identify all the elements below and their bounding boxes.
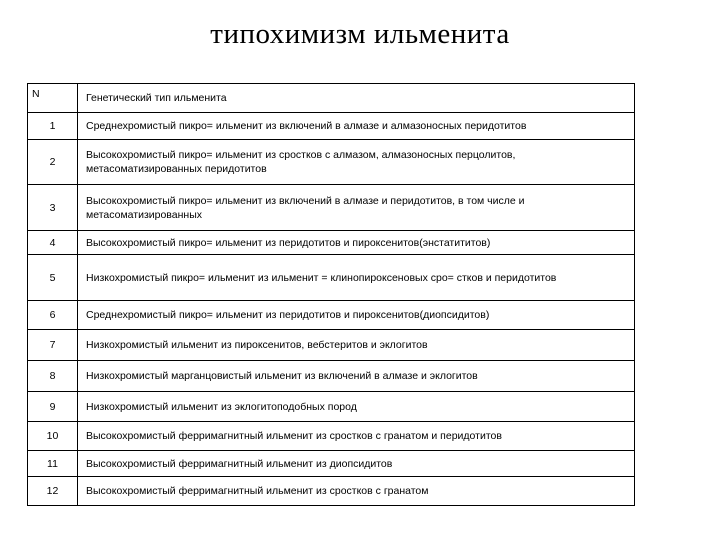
table-row (28, 361, 635, 392)
table-header-row (28, 84, 635, 113)
table-row (28, 255, 635, 301)
row-num: 2 (28, 140, 78, 185)
row-num: 7 (28, 330, 78, 361)
row-num: 4 (28, 231, 78, 255)
header-type: Генетический тип ильменита (78, 84, 635, 113)
ilmenite-types-table (27, 83, 635, 506)
row-num: 6 (28, 301, 78, 330)
table-row (28, 113, 635, 140)
row-text: Высокохромистый пикро= ильменит из перидотитов и пироксенитов(энстатититов) (78, 231, 635, 255)
row-text: Высокохромистый ферримагнитный ильменит из сростков с гранатом и перидотитов (78, 422, 635, 451)
table-row (28, 185, 635, 231)
row-text: Среднехромистый пикро= ильменит из включений в алмазе и алмазоносных перидотитов (78, 113, 635, 140)
row-num: 9 (28, 392, 78, 422)
row-text: Низкохромистый ильменит из пироксенитов, вебстеритов и эклогитов (78, 330, 635, 361)
row-text: Низкохромистый пикро= ильменит из ильменит = клинопироксеновых сро= стков и перидотитов (78, 255, 635, 301)
table-row (28, 231, 635, 255)
row-text: Высокохромистый ферримагнитный ильменит из диопсидитов (78, 451, 635, 477)
row-num: 11 (28, 451, 78, 477)
table-row (28, 392, 635, 422)
row-text: Высокохромистый пикро= ильменит из сростков с алмазом, алмазоносных перцолитов, метасоматизированных перидотитов (78, 140, 635, 185)
table-row (28, 140, 635, 185)
row-num: 12 (28, 477, 78, 506)
table-row (28, 422, 635, 451)
header-num: N (28, 84, 78, 113)
row-num: 3 (28, 185, 78, 231)
page-title: типохимизм ильменита (210, 18, 510, 50)
row-num: 10 (28, 422, 78, 451)
row-text: Низкохромистый ильменит из эклогитоподобных пород (78, 392, 635, 422)
row-num: 8 (28, 361, 78, 392)
row-text: Высокохромистый ферримагнитный ильменит из сростков с гранатом (78, 477, 635, 506)
table-row (28, 451, 635, 477)
row-text: Среднехромистый пикро= ильменит из перидотитов и пироксенитов(диопсидитов) (78, 301, 635, 330)
table-row (28, 477, 635, 506)
row-num: 5 (28, 255, 78, 301)
table-row (28, 330, 635, 361)
row-text: Низкохромистый марганцовистый ильменит из включений в алмазе и эклогитов (78, 361, 635, 392)
table-row (28, 301, 635, 330)
row-text: Высокохромистый пикро= ильменит из включений в алмазе и перидотитов, в том числе и метасоматизированных (78, 185, 635, 231)
row-num: 1 (28, 113, 78, 140)
